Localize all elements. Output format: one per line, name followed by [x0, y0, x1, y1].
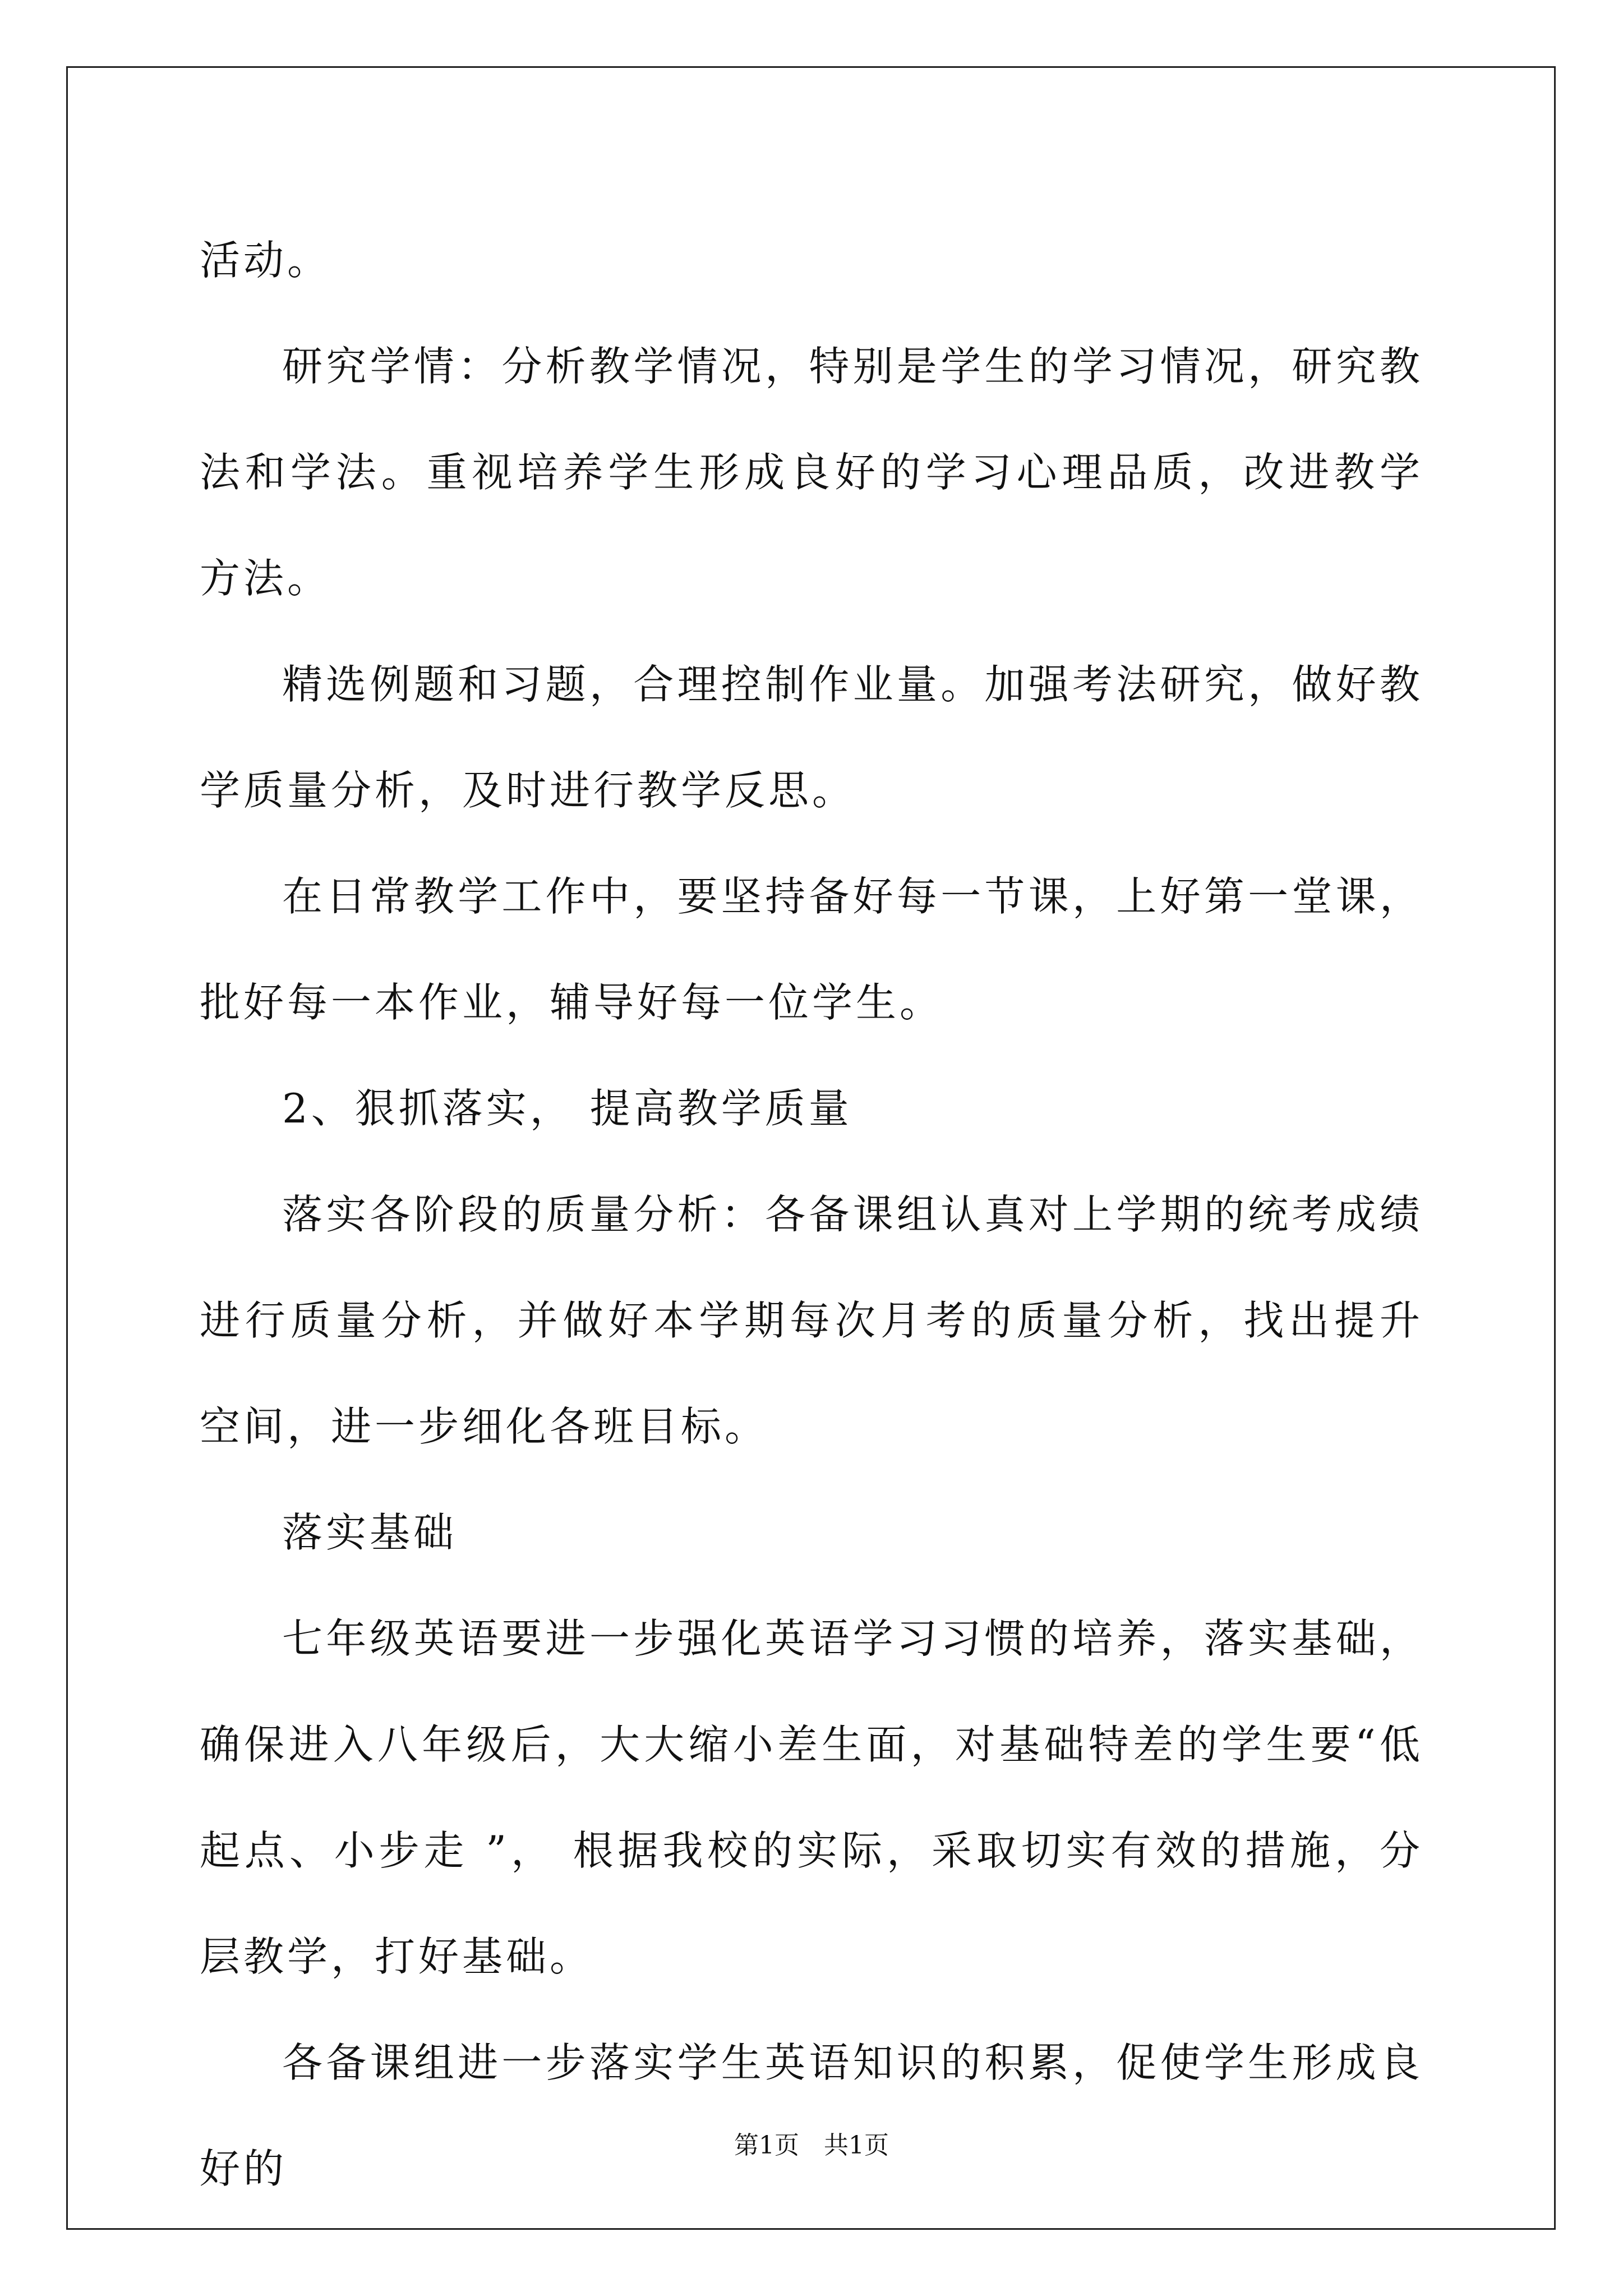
paragraph-3: 精选例题和习题，合理控制作业量。加强考法研究，做好教学质量分析，及时进行教学反思。	[200, 661, 1423, 814]
paragraph-1: 活动。	[200, 237, 331, 284]
subheading: 落实基础	[282, 1509, 458, 1556]
paragraph-4: 在日常教学工作中，要坚持备好每一节课，上好第一堂课，批好每一本作业，辅导好每一位学生。	[200, 873, 1423, 1026]
document-body	[200, 208, 1423, 2222]
page-number-footer: 第1页 共1页	[734, 2131, 889, 2160]
paragraph-9: 各备课组进一步落实学生英语知识的积累，促使学生形成良好的	[200, 2039, 1423, 2192]
paragraph-6: 落实各阶段的质量分析：各备课组认真对上学期的统考成绩进行质量分析，并做好本学期每次月考的质量分析，找出提升空间，进一步细化各班目标。	[200, 1191, 1423, 1450]
paragraph-8: 七年级英语要进一步强化英语学习习惯的培养，落实基础，确保进入八年级后，大大缩小差生面，对基础特差的学生要“低起点、小步走 ”， 根据我校的实际，采取切实有效的措施，分层教学，打好基础。	[200, 1615, 1423, 1980]
paragraph-2: 研究学情：分析教学情况，特别是学生的学习情况，研究教法和学法。重视培养学生形成良好的学习心理品质，改进教学方法。	[200, 343, 1423, 602]
section-heading: 2、狠抓落实， 提高教学质量	[282, 1085, 852, 1132]
